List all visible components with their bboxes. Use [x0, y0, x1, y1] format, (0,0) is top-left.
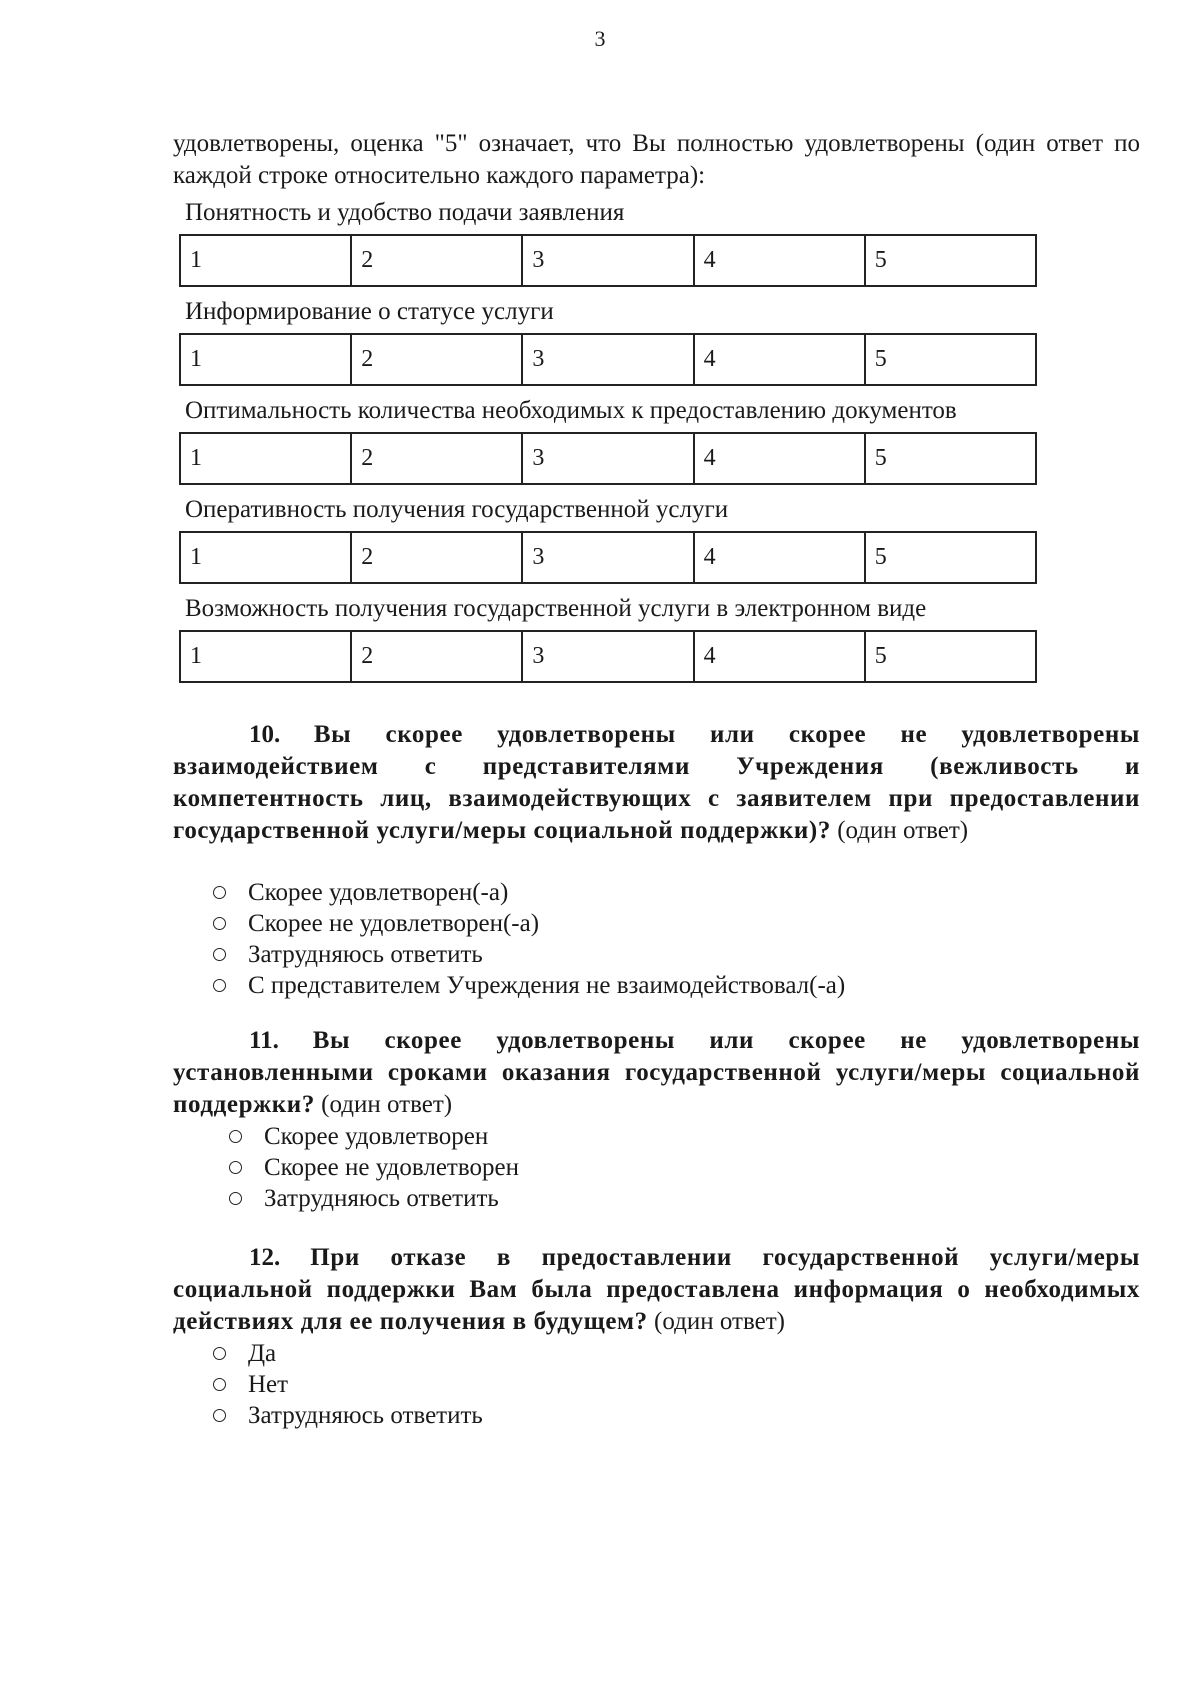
intro-paragraph: удовлетворены, оценка "5" означает, что Вы полностью удовлетворены (один ответ по каждой строке относительно каждого параметра): [173, 130, 1140, 189]
question-12 [173, 1242, 1140, 1431]
rating-cell-4[interactable]: 4 [694, 334, 865, 385]
answer-options [213, 1338, 1140, 1431]
rating-parameter [173, 594, 1140, 683]
rating-parameter [173, 297, 1140, 386]
radio-circle-icon[interactable] [213, 948, 226, 961]
rating-cell-2[interactable]: 2 [351, 532, 522, 583]
answer-option[interactable] [213, 970, 1140, 1001]
answer-options [213, 877, 1140, 1001]
parameter-label: Информирование о статусе услуги [185, 298, 554, 325]
rating-cell-3[interactable]: 3 [522, 631, 693, 682]
rating-scale-table [179, 234, 1037, 287]
answer-option[interactable] [229, 1183, 1140, 1214]
question-note: (один ответ) [837, 817, 969, 844]
answer-option[interactable] [213, 877, 1140, 908]
rating-scale-table [179, 432, 1037, 485]
rating-cell-1[interactable]: 1 [180, 532, 351, 583]
option-label: С представителем Учреждения не взаимодействовал(-а) [248, 972, 846, 999]
parameter-label: Возможность получения государственной услуги в электронном виде [185, 595, 927, 622]
rating-parameter [173, 198, 1140, 287]
radio-circle-icon[interactable] [213, 917, 226, 930]
radio-circle-icon[interactable] [229, 1130, 242, 1143]
rating-cell-5[interactable]: 5 [865, 532, 1036, 583]
option-label: Нет [248, 1371, 289, 1398]
option-label: Скорее удовлетворен [264, 1123, 489, 1150]
question-note: (один ответ) [321, 1091, 453, 1118]
option-label: Затрудняюсь ответить [248, 941, 483, 968]
answer-option[interactable] [229, 1152, 1140, 1183]
rating-cell-5[interactable]: 5 [865, 433, 1036, 484]
answer-option[interactable] [213, 1400, 1140, 1431]
rating-scale-row [180, 433, 1036, 484]
rating-cell-3[interactable]: 3 [522, 334, 693, 385]
rating-cell-1[interactable]: 1 [180, 235, 351, 286]
question-number: 12. [249, 1244, 281, 1271]
parameter-label: Оперативность получения государственной услуги [185, 496, 729, 523]
rating-scale-row [180, 235, 1036, 286]
question-body: Вы скорее удовлетворены или скорее не удовлетворены взаимодействием с представителями Учреждения (вежливость и компетентность лиц, взаимодействующих с заявителем при предоставлении государственной услуги/меры социальной поддержки)? [173, 721, 1141, 844]
rating-cell-3[interactable]: 3 [522, 532, 693, 583]
question-text [173, 1242, 1140, 1338]
question-11 [173, 1025, 1140, 1214]
rating-cell-3[interactable]: 3 [522, 235, 693, 286]
question-body: При отказе в предоставлении государственной услуги/меры социальной поддержки Вам была предоставлена информация о необходимых действиях для ее получения в будущем? [173, 1244, 1141, 1335]
radio-circle-icon[interactable] [213, 979, 226, 992]
rating-parameter [173, 396, 1140, 485]
rating-cell-1[interactable]: 1 [180, 433, 351, 484]
rating-parameter [173, 495, 1140, 584]
radio-circle-icon[interactable] [229, 1161, 242, 1174]
rating-scale-table [179, 333, 1037, 386]
answer-option[interactable] [213, 1369, 1140, 1400]
rating-cell-4[interactable]: 4 [694, 532, 865, 583]
rating-scale-row [180, 334, 1036, 385]
answer-option[interactable] [213, 908, 1140, 939]
rating-cell-4[interactable]: 4 [694, 433, 865, 484]
answer-options [229, 1121, 1140, 1214]
rating-scale-row [180, 631, 1036, 682]
rating-cell-2[interactable]: 2 [351, 334, 522, 385]
rating-cell-5[interactable]: 5 [865, 235, 1036, 286]
page-number: 3 [594, 26, 606, 51]
question-number: 10. [249, 721, 281, 748]
answer-option[interactable] [213, 1338, 1140, 1369]
question-note: (один ответ) [654, 1308, 785, 1335]
option-label: Скорее не удовлетворен [264, 1154, 519, 1181]
rating-cell-1[interactable]: 1 [180, 631, 351, 682]
rating-cell-5[interactable]: 5 [865, 334, 1036, 385]
rating-scale-table [179, 531, 1037, 584]
radio-circle-icon[interactable] [213, 1378, 226, 1391]
parameter-label: Оптимальность количества необходимых к предоставлению документов [185, 397, 957, 424]
option-label: Скорее не удовлетворен(-а) [248, 910, 540, 937]
document-body [173, 128, 1140, 1431]
option-label: Затрудняюсь ответить [248, 1402, 483, 1429]
rating-cell-4[interactable]: 4 [694, 235, 865, 286]
parameter-label: Понятность и удобство подачи заявления [185, 199, 625, 226]
option-label: Да [248, 1340, 277, 1367]
radio-circle-icon[interactable] [213, 886, 226, 899]
answer-option[interactable] [229, 1121, 1140, 1152]
question-number: 11. [249, 1027, 279, 1054]
option-label: Скорее удовлетворен(-а) [248, 879, 509, 906]
rating-cell-2[interactable]: 2 [351, 235, 522, 286]
rating-scale-row [180, 532, 1036, 583]
radio-circle-icon[interactable] [213, 1409, 226, 1422]
rating-cell-3[interactable]: 3 [522, 433, 693, 484]
radio-circle-icon[interactable] [229, 1192, 242, 1205]
rating-scale-table [179, 630, 1037, 683]
rating-cell-4[interactable]: 4 [694, 631, 865, 682]
rating-cell-1[interactable]: 1 [180, 334, 351, 385]
question-text [173, 719, 1140, 847]
answer-option[interactable] [213, 939, 1140, 970]
option-label: Затрудняюсь ответить [264, 1185, 499, 1212]
radio-circle-icon[interactable] [213, 1347, 226, 1360]
question-10 [173, 719, 1140, 1001]
rating-cell-2[interactable]: 2 [351, 433, 522, 484]
rating-cell-5[interactable]: 5 [865, 631, 1036, 682]
question-body: Вы скорее удовлетворены или скорее не удовлетворены установленными сроками оказания государственной услуги/меры социальной поддержки? [173, 1027, 1140, 1118]
rating-cell-2[interactable]: 2 [351, 631, 522, 682]
question-text [173, 1025, 1140, 1121]
